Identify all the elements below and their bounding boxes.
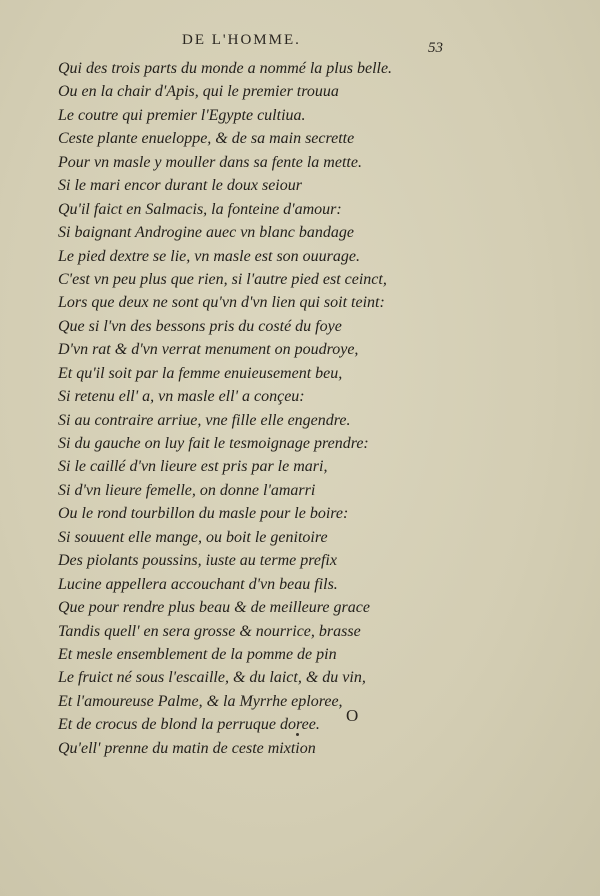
page-number: 53 (428, 40, 443, 56)
verse-line: Si souuent elle mange, ou boit le genitoire (58, 528, 328, 546)
verse-line: Tandis quell' en sera grosse & nourrice, brasse (58, 622, 361, 640)
verse-line: Lucine appellera accouchant d'vn beau fils. (58, 575, 338, 593)
verse-line: Qui des trois parts du monde a nommé la plus belle. (58, 60, 393, 77)
verse-line: Et l'amoureuse Palme, & la Myrrhe eploree, (58, 692, 343, 710)
verse-line: Ceste plante enueloppe, & de sa main secrette (58, 130, 355, 148)
verse-line: Si d'vn lieure femelle, on donne l'amarri (58, 481, 316, 499)
verse-line: Si au contraire arriue, vne fille elle engendre. (58, 411, 351, 429)
running-title: DE L'HOMME. (182, 32, 301, 48)
verse-line: Pour vn masle y mouller dans sa fente la mette. (58, 153, 362, 171)
ink-speck (296, 733, 299, 736)
verse-line: Et mesle ensemblement de la pomme de pin (58, 645, 337, 663)
verse-line: Et qu'il soit par la femme enuieusement beu, (58, 364, 343, 382)
verse-line: Que si l'vn des bessons pris du costé du foye (58, 317, 342, 335)
verse-line: Le fruict né sous l'escaille, & du laict, & du vin, (58, 669, 366, 687)
catchword: O (346, 706, 359, 725)
verse-line: Si le mari encor durant le doux seiour (58, 177, 302, 195)
verse-line: Si le caillé d'vn lieure est pris par le mari, (58, 458, 328, 476)
verse-line: Que pour rendre plus beau & de meilleure grace (58, 599, 370, 617)
verse-line: Ou en la chair d'Apis, qui le premier trouua (58, 83, 339, 101)
verse-line: C'est vn peu plus que rien, si l'autre pied est ceinct, (58, 270, 387, 288)
verse-line: Si retenu ell' a, vn masle ell' a conçeu: (58, 388, 305, 406)
verse-line: Qu'il faict en Salmacis, la fonteine d'amour: (58, 200, 342, 218)
verse-line: D'vn rat & d'vn verrat menument on poudroye, (58, 341, 359, 359)
verse-line: Des piolants poussins, iuste au terme prefix (58, 552, 337, 570)
verse-block (58, 57, 498, 760)
page-header (0, 30, 600, 54)
verse-line: Lors que deux ne sont qu'vn d'vn lien qui soit teint: (58, 294, 385, 312)
verse-line: Si baignant Androgine auec vn blanc bandage (58, 224, 354, 242)
verse-line: Et de crocus de blond la perruque doree. (58, 716, 320, 734)
verse-line: Qu'ell' prenne du matin de ceste mixtion (58, 739, 316, 757)
verse-line: Si du gauche on luy fait le tesmoignage prendre: (58, 435, 369, 452)
verse-line: Le coutre qui premier l'Egypte cultiua. (58, 106, 306, 124)
verse-line: Ou le rond tourbillon du masle pour le boire: (58, 505, 349, 523)
verse-line: Le pied dextre se lie, vn masle est son ouurage. (58, 247, 361, 265)
